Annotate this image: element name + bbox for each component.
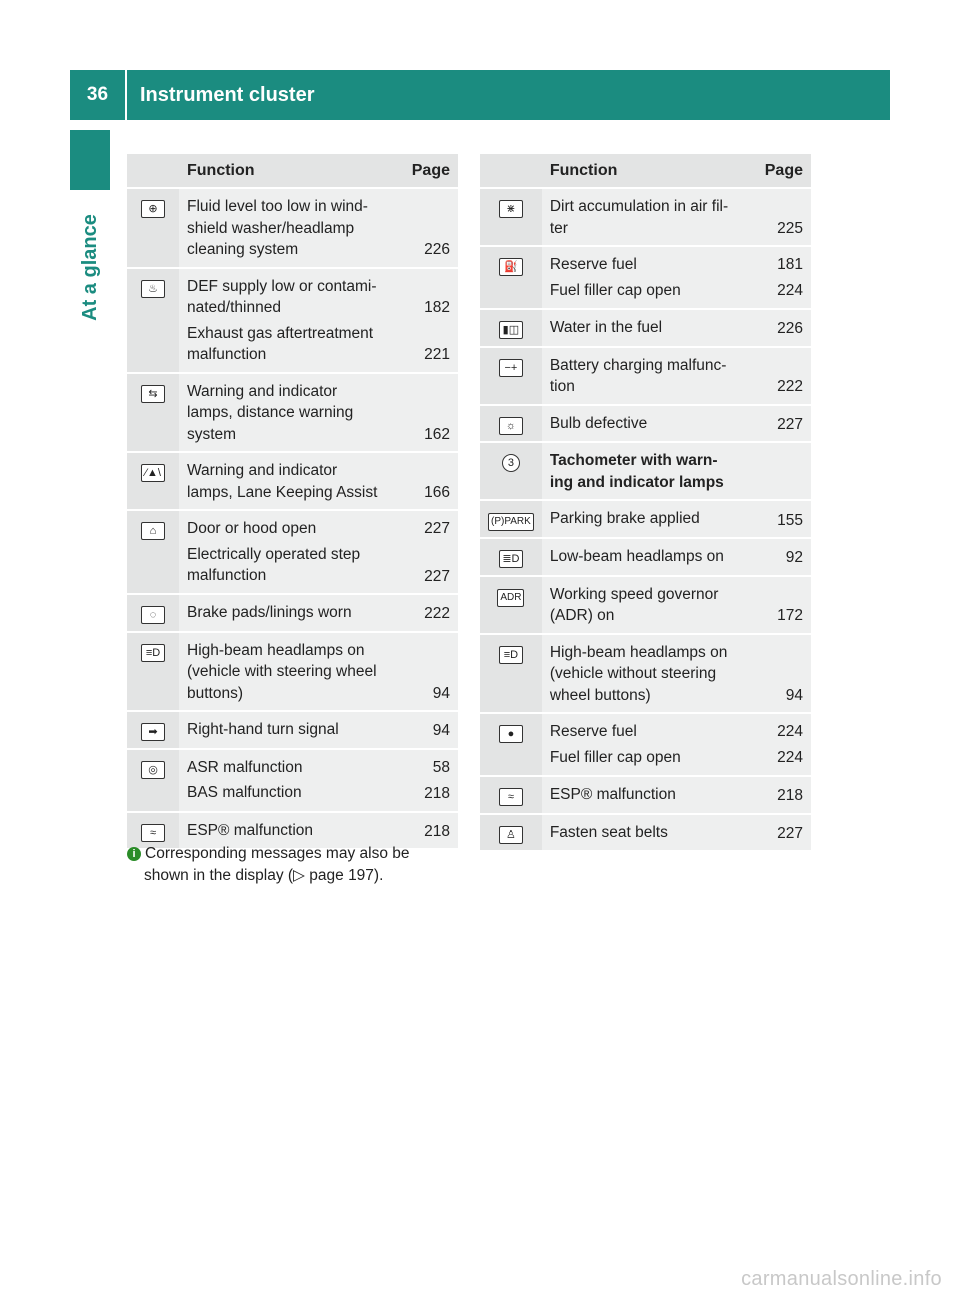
side-tab-label: At a glance [78, 214, 101, 321]
page-ref: 92 [785, 549, 803, 566]
function-cell [542, 815, 751, 851]
function-cell [542, 501, 751, 537]
icon-cell [480, 501, 542, 537]
function-cell [542, 189, 751, 245]
page-ref: 221 [424, 346, 450, 363]
brake-pads-icon: ◌ [141, 606, 165, 624]
function-text: Right-hand turn signal [187, 721, 339, 738]
function-column-header: Function [542, 154, 751, 187]
water-in-fuel-icon: ▮◫ [499, 321, 523, 339]
esp-icon: ≈ [499, 788, 523, 806]
icon-cell [480, 189, 542, 245]
note-line-1: Corresponding messages may also be [145, 845, 410, 862]
function-cell [179, 633, 398, 711]
adr-icon: ADR [497, 589, 524, 607]
table-header-row [127, 154, 458, 187]
page-cell [751, 501, 811, 537]
reserve-fuel-dot-icon: ● [499, 725, 523, 743]
table-row [480, 443, 811, 499]
page-cell [398, 511, 458, 593]
function-text: Fuel filler cap open [549, 281, 681, 299]
icon-cell [127, 189, 179, 267]
page-cell [751, 247, 811, 308]
function-text: Exhaust gas aftertreatment malfunction [187, 324, 374, 363]
function-cell [542, 443, 751, 499]
page-ref: 172 [777, 607, 803, 624]
page-cell [398, 453, 458, 509]
icon-cell [480, 406, 542, 442]
function-text: BAS malfunction [187, 784, 302, 801]
page-cell [751, 539, 811, 575]
table-row [480, 577, 811, 633]
page-ref: 227 [424, 567, 450, 585]
parking-brake-icon: (P)PARK [488, 513, 534, 531]
page-ref: 94 [785, 686, 803, 704]
function-text: Warning and indicator lamps, distance warning system [187, 382, 354, 443]
info-icon: i [127, 847, 141, 861]
icon-cell [480, 777, 542, 813]
function-cell [179, 453, 398, 509]
function-text: Fluid level too low in wind- shield washer/headlamp cleaning system [187, 198, 368, 258]
page-ref: 181 [777, 256, 803, 273]
chapter-title: Instrument cluster [140, 84, 315, 106]
table-row [480, 815, 811, 851]
function-text: Working speed governor (ADR) on [549, 585, 719, 624]
page-ref: 58 [432, 758, 450, 776]
page-cell [398, 712, 458, 748]
function-cell [542, 310, 751, 346]
table-row [127, 595, 458, 631]
table-row [480, 501, 811, 537]
function-text: Door or hood open [187, 520, 317, 537]
page-ref: 226 [777, 320, 803, 337]
page-column-header: Page [398, 154, 458, 187]
icon-cell [127, 595, 179, 631]
page-cell [751, 815, 811, 851]
watermark: carmanualsonline.info [741, 1268, 942, 1290]
function-cell [542, 406, 751, 442]
function-text: Tachometer with warn- ing and indicator lamps [549, 452, 724, 491]
air-filter-icon: ⋇ [499, 200, 523, 218]
function-text: Low-beam headlamps on [549, 548, 724, 565]
page-ref: 166 [424, 483, 450, 501]
high-beam-icon: ≡D [141, 644, 165, 662]
page-cell [751, 189, 811, 245]
page-ref: 227 [424, 520, 450, 537]
icon-cell [127, 633, 179, 711]
table-header-row [480, 154, 811, 187]
page-cell [398, 595, 458, 631]
function-text: ESP® malfunction [187, 821, 314, 839]
page-ref: 218 [777, 787, 803, 804]
left-function-table [127, 152, 458, 850]
function-text: Warning and indicator lamps, Lane Keeping Assist [187, 462, 378, 501]
table-row [127, 511, 458, 593]
right-function-table [480, 152, 811, 852]
icon-cell [480, 714, 542, 775]
function-cell [542, 714, 751, 775]
page-ref: 162 [424, 425, 450, 443]
table-row [480, 348, 811, 404]
esp-icon: ≈ [141, 824, 165, 842]
page-cell [751, 635, 811, 713]
icon-cell [480, 815, 542, 851]
info-note [127, 843, 457, 887]
function-cell [179, 511, 398, 593]
page-ref: 182 [424, 299, 450, 316]
function-cell [542, 539, 751, 575]
high-beam-icon: ≡D [499, 646, 523, 664]
icon-cell [127, 374, 179, 452]
icon-cell [480, 635, 542, 713]
table-row [480, 406, 811, 442]
side-tab-marker [70, 130, 110, 190]
header-separator [125, 70, 127, 120]
battery-icon: −+ [499, 359, 523, 377]
icon-cell [127, 269, 179, 372]
distance-warning-icon: ⇆ [141, 385, 165, 403]
function-text: Fuel filler cap open [549, 748, 681, 766]
low-beam-icon: ≣D [499, 550, 523, 568]
page-ref: 222 [424, 605, 450, 622]
function-text: Parking brake applied [549, 510, 700, 527]
table-row [480, 247, 811, 308]
page-cell [751, 310, 811, 346]
function-text: DEF supply low or contami- nated/thinned [187, 277, 377, 316]
function-cell [179, 374, 398, 452]
function-text: Reserve fuel [549, 256, 637, 273]
function-cell [542, 635, 751, 713]
washer-fluid-icon: ⊕ [141, 200, 165, 218]
page-cell [398, 374, 458, 452]
icon-cell [480, 348, 542, 404]
function-text: ASR malfunction [187, 758, 303, 776]
table-row [480, 189, 811, 245]
icon-cell [480, 539, 542, 575]
function-text: Electrically operated step malfunction [187, 545, 361, 584]
function-text: Water in the fuel [549, 319, 663, 336]
function-text: Battery charging malfunc- tion [549, 356, 727, 395]
page-ref: 222 [777, 378, 803, 395]
function-column-header: Function [179, 154, 398, 187]
table-row [480, 777, 811, 813]
icon-cell [480, 310, 542, 346]
page-cell [398, 633, 458, 711]
page-ref: 94 [432, 722, 450, 739]
fuel-pump-icon: ⛽ [499, 258, 523, 276]
icon-cell [480, 247, 542, 308]
tachometer-callout-icon: 3 [502, 454, 520, 472]
function-cell [179, 189, 398, 267]
asr-icon: ◎ [141, 761, 165, 779]
lane-keeping-icon: ⁄▲\ [141, 464, 165, 482]
table-row [127, 269, 458, 372]
page-ref: 225 [777, 219, 803, 237]
function-cell [179, 595, 398, 631]
table-row [127, 189, 458, 267]
table-row [127, 750, 458, 811]
icon-cell [480, 577, 542, 633]
icon-column-header [127, 154, 179, 187]
page-ref: 218 [424, 822, 450, 840]
table-row [127, 374, 458, 452]
page-cell [751, 777, 811, 813]
function-cell [542, 348, 751, 404]
table-row [127, 633, 458, 711]
page-ref: 94 [432, 684, 450, 702]
table-row [480, 310, 811, 346]
icon-cell [127, 712, 179, 748]
page-ref: 227 [777, 824, 803, 842]
function-cell [179, 712, 398, 748]
page-cell [751, 406, 811, 442]
function-cell [542, 777, 751, 813]
page-cell [398, 750, 458, 811]
function-text: ESP® malfunction [549, 786, 676, 803]
page-ref: 218 [424, 784, 450, 802]
side-tab [70, 200, 110, 335]
page-cell [751, 443, 811, 499]
table-row [127, 712, 458, 748]
icon-cell [127, 453, 179, 509]
function-cell [542, 247, 751, 308]
right-turn-signal-icon: ➡ [141, 723, 165, 741]
page-cell [751, 348, 811, 404]
seat-belt-icon: ♙ [499, 826, 523, 844]
page-cell [398, 189, 458, 267]
icon-column-header [480, 154, 542, 187]
page-ref: 226 [424, 241, 450, 258]
note-line-2: shown in the display (▷ page 197). [144, 867, 384, 884]
function-cell [179, 750, 398, 811]
door-open-icon: ⌂ [141, 522, 165, 540]
function-text: High-beam headlamps on (vehicle with steering wheel buttons) [187, 641, 377, 702]
page-ref: 224 [777, 749, 803, 766]
table-row [480, 539, 811, 575]
icon-cell [127, 750, 179, 811]
icon-cell [480, 443, 542, 499]
def-fluid-icon: ♨ [141, 280, 165, 298]
bulb-icon: ☼ [499, 417, 523, 435]
icon-cell [127, 511, 179, 593]
table-row [480, 714, 811, 775]
page-ref: 224 [777, 282, 803, 299]
function-text: Fasten seat belts [549, 823, 668, 841]
table-row [480, 635, 811, 713]
page-cell [751, 577, 811, 633]
page-ref: 227 [777, 415, 803, 433]
page-ref: 155 [777, 511, 803, 529]
function-text: High-beam headlamps on (vehicle without steering wheel buttons) [549, 643, 728, 704]
function-text: Reserve fuel [549, 723, 637, 740]
page-cell [751, 714, 811, 775]
table-row [127, 453, 458, 509]
page-column-header: Page [751, 154, 811, 187]
function-cell [179, 269, 398, 372]
page-number: 36 [86, 84, 109, 105]
function-text: Brake pads/linings worn [187, 604, 352, 621]
page-ref: 224 [777, 723, 803, 740]
function-text: Dirt accumulation in air fil- ter [549, 198, 729, 237]
function-text: Bulb defective [549, 414, 648, 432]
function-cell [542, 577, 751, 633]
page-cell [398, 269, 458, 372]
